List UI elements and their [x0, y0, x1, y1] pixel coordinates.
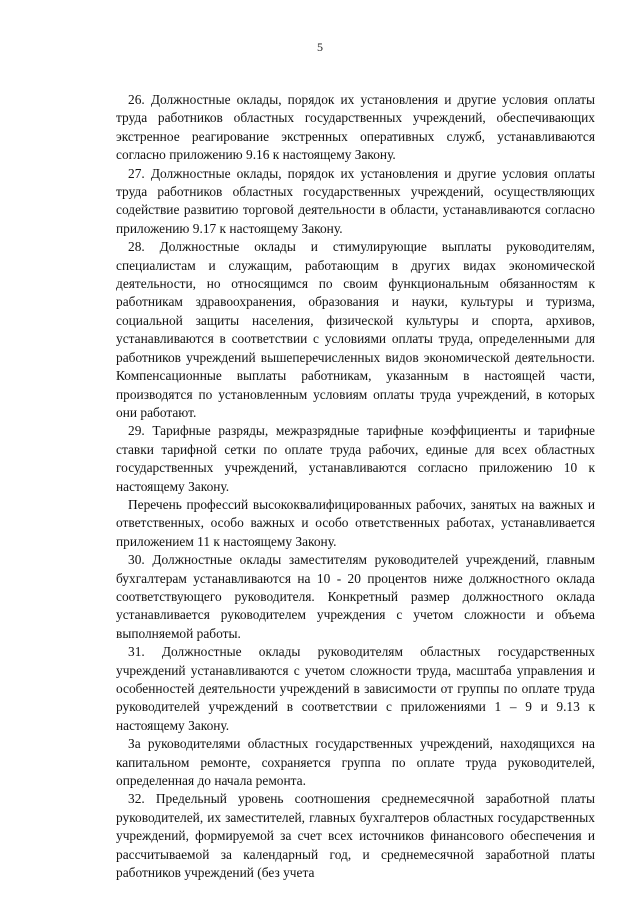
page-number: 5	[317, 40, 323, 54]
paragraph-29: 29. Тарифные разряды, межразрядные тарифные коэффициенты и тарифные ставки тарифной сетки по оплате труда рабочих, единые для всех областных государственных учреждений, устанавливаются согласно приложению 10 к настоящему Закону.	[116, 423, 595, 494]
document-body	[116, 91, 595, 882]
paragraph-27: 27. Должностные оклады, порядок их установления и другие условия оплаты труда работников областных государственных учреждений, осуществляющих содействие развитию торговой деятельности в области, устанавливаются согласно приложению 9.17 к настоящему Закону.	[116, 165, 595, 236]
paragraph-29-list: Перечень профессий высококвалифицированных рабочих, занятых на важных и ответственных, особо важных и особо ответственных работах, устанавливается приложением 11 к настоящему Закону.	[116, 496, 595, 549]
paragraph-30: 30. Должностные оклады заместителям руководителей учреждений, главным бухгалтерам устанавливаются на 10 - 20 процентов ниже должностного оклада соответствующего руководителя. Конкретный размер должностного оклада устанавливается руководителем учреждения с учетом сложности и объема выполняемой работы.	[116, 552, 595, 641]
paragraph-26: 26. Должностные оклады, порядок их установления и другие условия оплаты труда работников областных государственных учреждений, обеспечивающих экстренное реагирование экстренных оперативных служб, устанавливаются согласно приложению 9.16 к настоящему Закону.	[116, 92, 595, 163]
paragraph-31-repair: За руководителями областных государственных учреждений, находящихся на капитальном ремонте, сохраняется группа по оплате труда руководителей, определенная до начала ремонта.	[116, 736, 595, 789]
paragraph-31: 31. Должностные оклады руководителям областных государственных учреждений устанавливаются с учетом сложности труда, масштаба управления и особенностей деятельности учреждений в зависимости от группы по оплате труда руководителей учреждений в соответствии с приложениями 1 – 9 и 9.13 к настоящему Закону.	[116, 644, 595, 733]
paragraph-28: 28. Должностные оклады и стимулирующие выплаты руководителям, специалистам и служащим, работающим в других видах экономической деятельности, но относящимся по своим функциональным обязанностям к работникам здравоохранения, образования и науки, культуры и туризма, социальной защиты населения, физической культуры и спорта, архивов, устанавливаются в соответствии с условиями оплаты труда, определенными для работников учреждений вышеперечисленных видов экономической деятельности. Компенсационные выплаты работникам, указанным в настоящей части, производятся по установленным условиям оплаты труда учреждений, в которых они работают.	[116, 239, 595, 420]
paragraph-32: 32. Предельный уровень соотношения среднемесячной заработной платы руководителей, их заместителей, главных бухгалтеров областных государственных учреждений, формируемой за счет всех источников финансового обеспечения и рассчитываемой за календарный год, и среднемесячной заработной платы работников учреждений (без учета	[116, 791, 595, 881]
